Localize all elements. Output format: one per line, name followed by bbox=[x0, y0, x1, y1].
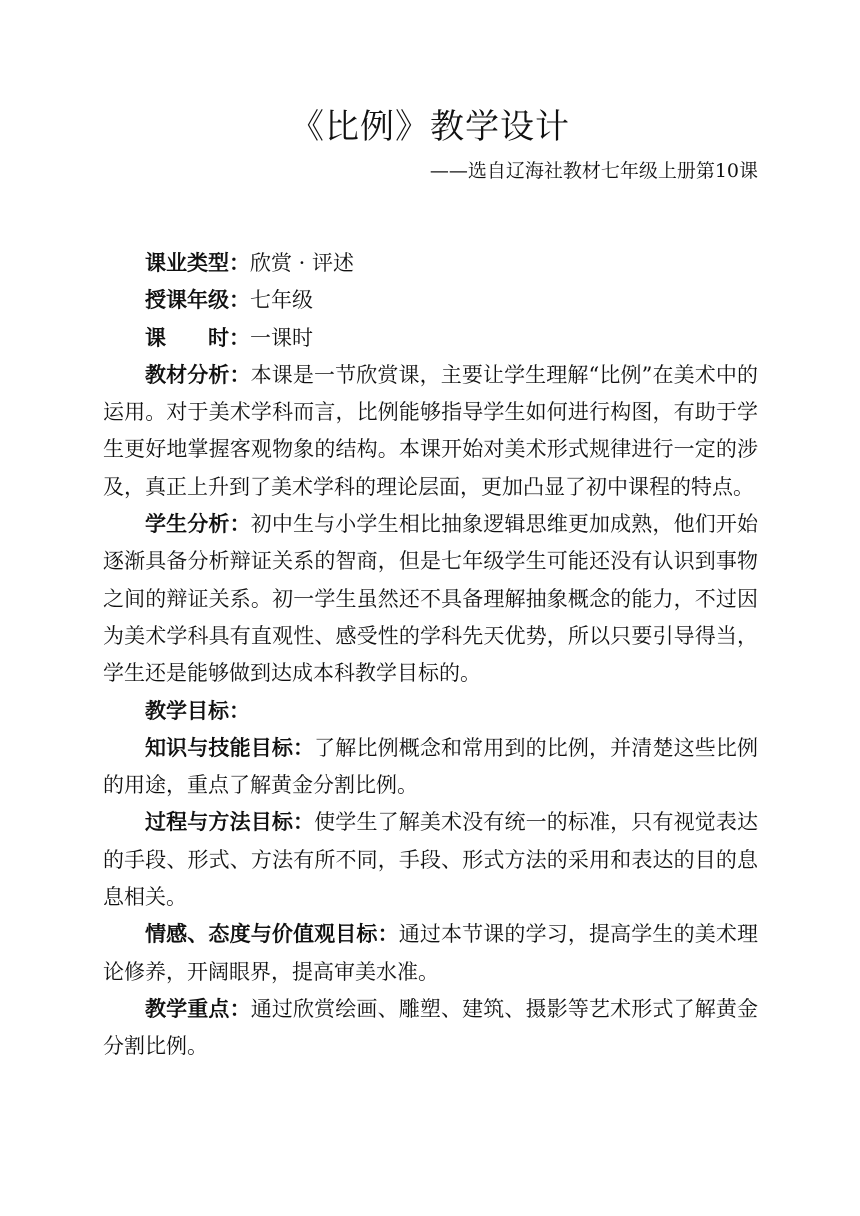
section-emotion-text: 通过本节课的学习，提高学生的美术理论修养，开阔眼界，提高审美水准。 bbox=[103, 922, 759, 984]
document-subtitle: ——选自辽海社教材七年级上册第10课 bbox=[429, 160, 758, 182]
section-process-text: 使学生了解美术没有统一的标准，只有视觉表达的手段、形式、方法有所不同，手段、形式方法的采用和表达的目的息息相关。 bbox=[103, 810, 759, 910]
field-hours-label: 课 时： bbox=[145, 325, 250, 350]
section-knowledge-label: 知识与技能目标： bbox=[145, 735, 315, 760]
section-focus bbox=[103, 991, 758, 1066]
field-grade-value: 七年级 bbox=[250, 288, 313, 313]
section-focus-label: 教学重点： bbox=[145, 996, 251, 1021]
field-grade-label: 授课年级： bbox=[145, 288, 250, 313]
field-hours bbox=[103, 320, 758, 357]
section-student bbox=[103, 506, 758, 692]
section-textbook-label: 教材分析： bbox=[145, 362, 251, 387]
field-type-value: 欣赏 · 评述 bbox=[250, 251, 355, 275]
section-focus-text: 通过欣赏绘画、雕塑、建筑、摄影等艺术形式了解黄金分割比例。 bbox=[103, 996, 759, 1059]
section-knowledge bbox=[103, 730, 758, 805]
section-emotion-label: 情感、态度与价值观目标： bbox=[145, 922, 399, 947]
document-body bbox=[103, 245, 758, 1066]
section-process bbox=[103, 804, 758, 916]
section-process-label: 过程与方法目标： bbox=[145, 810, 315, 835]
section-textbook bbox=[103, 357, 758, 506]
field-hours-value: 一课时 bbox=[250, 325, 313, 350]
section-student-text: 初中生与小学生相比抽象逻辑思维更加成熟，他们开始逐渐具备分析辩证关系的智商，但是七年级学生可能还没有认识到事物之间的辩证关系。初一学生虽然还不具备理解抽象概念的能力，不过因为美术学科具有直观性、感受性的学科先天优势，所以只要引导得当，学生还是能够做到达成本科教学目标的。 bbox=[103, 512, 759, 686]
section-emotion bbox=[103, 916, 758, 991]
document-title: 《比例》教学设计 bbox=[290, 107, 570, 147]
section-knowledge-text: 了解比例概念和常用到的比例，并清楚这些比例的用途，重点了解黄金分割比例。 bbox=[103, 735, 759, 798]
section-goals bbox=[103, 693, 758, 730]
field-type bbox=[103, 245, 758, 282]
section-textbook-text: 本课是一节欣赏课，主要让学生理解“比例”在美术中的运用。对于美术学科而言，比例能够指导学生如何进行构图，有助于学生更好地掌握客观物象的结构。本课开始对美术形式规律进行一定的涉及，真正上升到了美术学科的理论层面，更加凸显了初中课程的特点。 bbox=[103, 362, 758, 499]
section-goals-label: 教学目标： bbox=[145, 698, 250, 723]
field-type-label: 课业类型： bbox=[145, 251, 250, 275]
section-student-label: 学生分析： bbox=[145, 512, 251, 537]
field-grade bbox=[103, 282, 758, 319]
